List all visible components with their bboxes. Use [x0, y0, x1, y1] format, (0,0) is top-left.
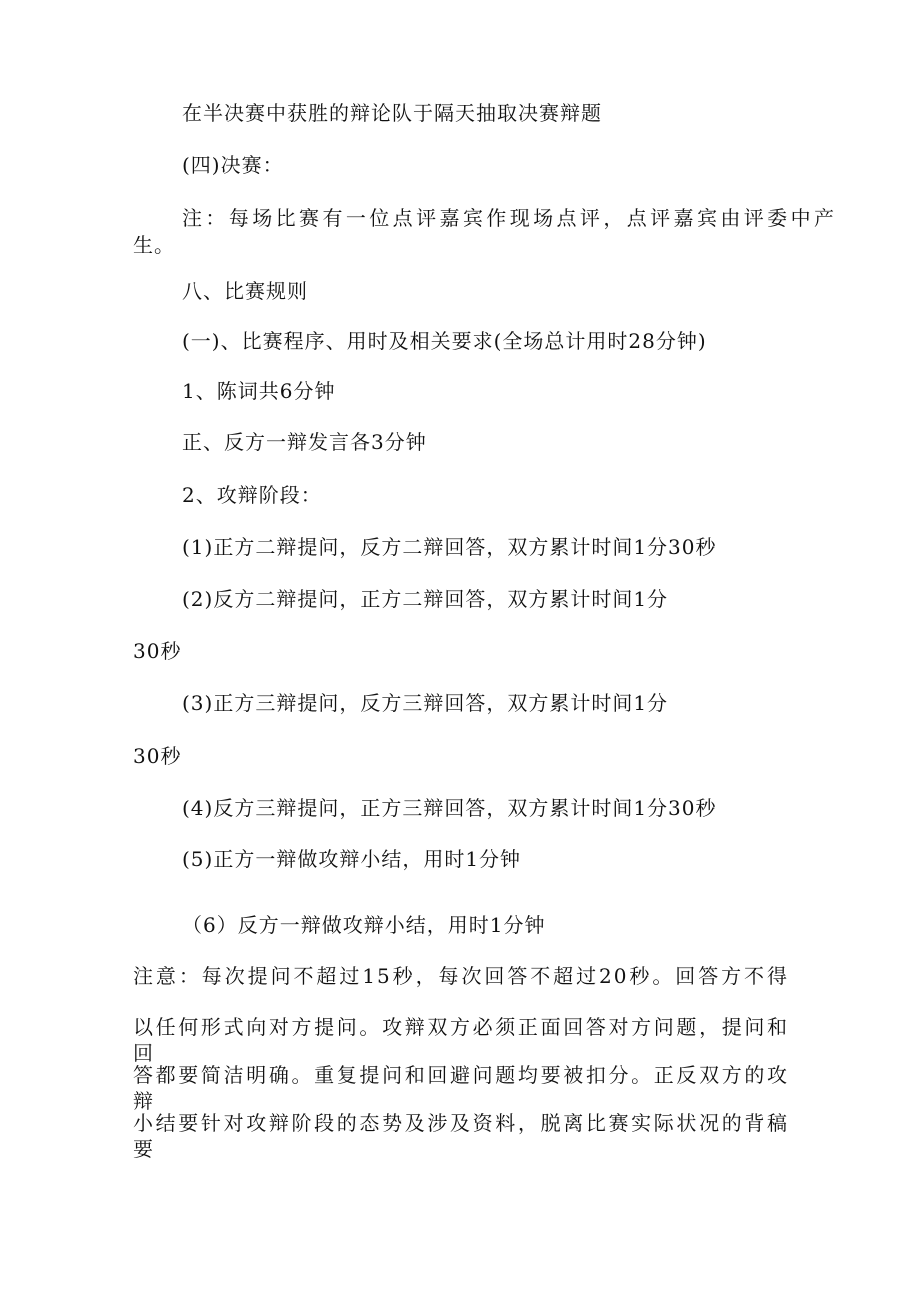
section-heading: (四)决赛：: [182, 153, 284, 177]
chapter-heading: 八、比赛规则: [182, 279, 308, 303]
note-paragraph-line: 答都要简洁明确。重复提问和回避问题均要被扣分。正反双方的攻辩: [133, 1063, 789, 1113]
text-line: 1、陈词共6分钟: [182, 379, 336, 403]
text-line: 2、攻辩阶段：: [182, 483, 322, 507]
list-item: (1)正方二辩提问，反方二辩回答，双方累计时间1分30秒: [182, 535, 717, 559]
list-item-continued: 30秒: [133, 639, 182, 663]
note-text-continued: 生。: [133, 233, 175, 257]
list-item: （6）反方一辩做攻辩小结，用时1分钟: [182, 913, 546, 937]
list-item: (4)反方三辩提问，正方三辩回答，双方累计时间1分30秒: [182, 796, 717, 820]
text-line: 在半决赛中获胜的辩论队于隔天抽取决赛辩题: [182, 101, 602, 125]
list-item-continued: 30秒: [133, 744, 182, 768]
text-line: 正、反方一辩发言各3分钟: [182, 430, 427, 454]
note-paragraph-line: 小结要针对攻辩阶段的态势及涉及资料，脱离比赛实际状况的背稿要: [133, 1111, 789, 1161]
note-paragraph-line: 注意：每次提问不超过15秒，每次回答不超过20秒。回答方不得: [133, 964, 789, 988]
list-item: (2)反方二辩提问，正方二辩回答，双方累计时间1分: [182, 587, 669, 611]
note-text: 注：每场比赛有一位点评嘉宾作现场点评，点评嘉宾由评委中产: [182, 206, 836, 230]
list-item: (5)正方一辩做攻辩小结，用时1分钟: [182, 847, 522, 871]
note-paragraph-line: 以任何形式向对方提问。攻辩双方必须正面回答对方问题，提问和回: [133, 1015, 789, 1065]
subsection-heading: (一)、比赛程序、用时及相关要求(全场总计用时28分钟): [182, 329, 707, 353]
list-item: (3)正方三辩提问，反方三辩回答，双方累计时间1分: [182, 691, 669, 715]
